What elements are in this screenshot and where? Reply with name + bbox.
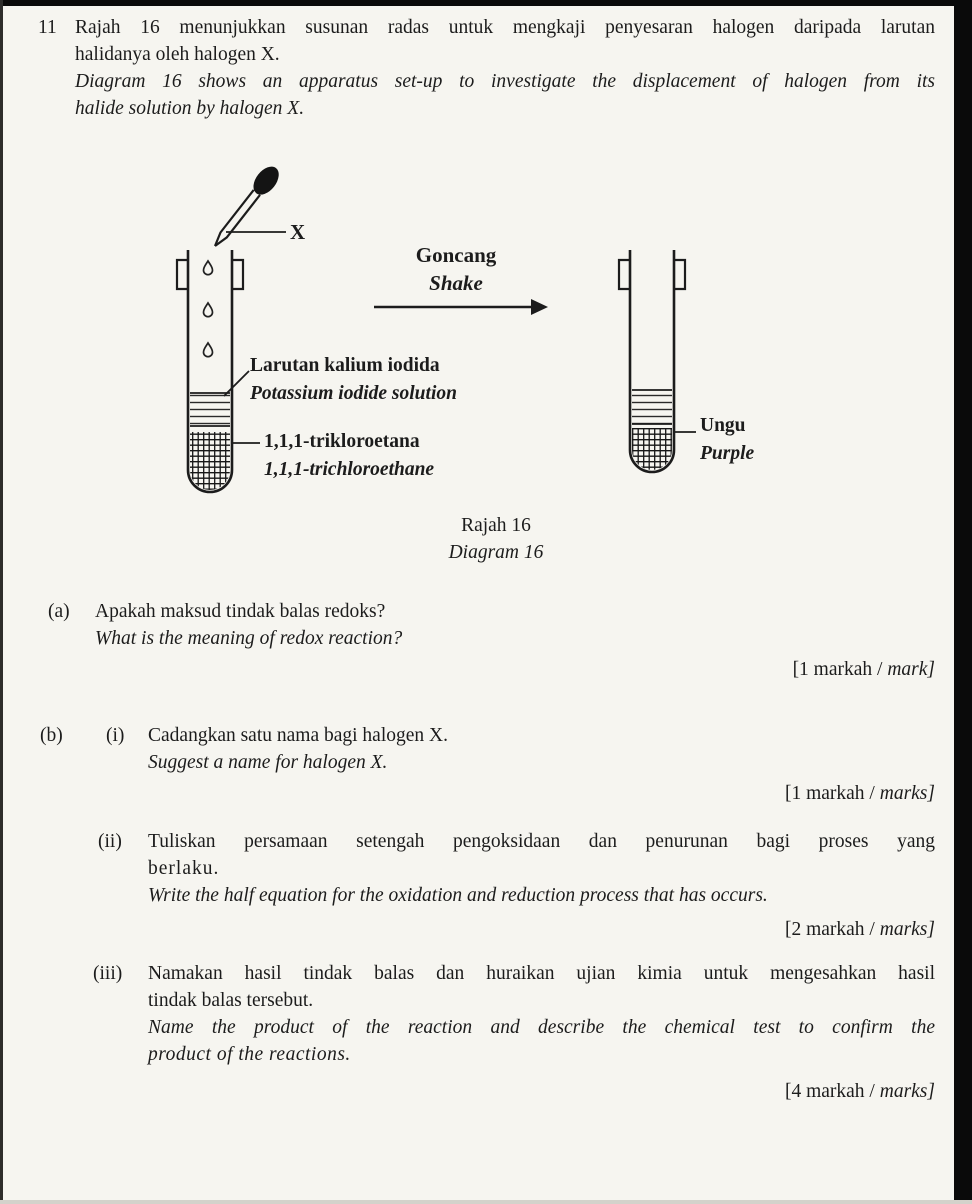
purple-label-en: Purple bbox=[700, 443, 755, 464]
question-a bbox=[48, 598, 885, 652]
question-b-ii-ms-line1: Tuliskan persamaan setengah pengoksidaan dan penurunan bagi proses yang bbox=[148, 831, 935, 852]
stem-en-line2: halide solution by halogen X. bbox=[75, 98, 305, 119]
scan-edge-top bbox=[0, 0, 972, 6]
question-a-ms: Apakah maksud tindak balas redoks? bbox=[95, 601, 386, 622]
question-stem bbox=[38, 14, 938, 122]
marks-b-iii-prefix: [4 markah / bbox=[784, 1081, 880, 1102]
stem-en-line1: Diagram 16 shows an apparatus set-up to investigate the displacement of halogen from its bbox=[75, 71, 935, 92]
solution-label-ms: Larutan kalium iodida bbox=[250, 355, 440, 376]
question-b-iii-label: (iii) bbox=[93, 963, 123, 984]
shake-arrow bbox=[374, 299, 548, 315]
question-a-label: (a) bbox=[48, 601, 70, 622]
question-b-ii-marks bbox=[785, 916, 935, 943]
solution-label bbox=[250, 352, 457, 408]
marks-a-italic: mark] bbox=[887, 659, 935, 680]
solvent-label-en: 1,1,1-trichloroethane bbox=[264, 459, 435, 480]
diagram-caption bbox=[356, 512, 636, 566]
purple-layer-right bbox=[628, 428, 676, 474]
question-b-ii-en: Write the half equation for the oxidation and reduction process that has occurs. bbox=[148, 885, 768, 906]
scan-edge-right bbox=[954, 0, 972, 1204]
question-b-iii-en-line2: product of the reactions. bbox=[148, 1044, 351, 1065]
diagram-caption-en: Diagram 16 bbox=[448, 542, 544, 563]
marks-b-iii-italic: marks] bbox=[879, 1081, 935, 1102]
question-b-iii bbox=[93, 960, 935, 1068]
question-b-i bbox=[40, 722, 928, 776]
question-b-iii-marks bbox=[785, 1078, 935, 1105]
shake-label-en: Shake bbox=[429, 271, 483, 295]
question-b-ii-label: (ii) bbox=[98, 831, 122, 852]
question-b-i-ms: Cadangkan satu nama bagi halogen X. bbox=[148, 725, 448, 746]
solvent-label bbox=[264, 428, 434, 484]
marks-b-i-prefix: [1 markah / bbox=[784, 783, 880, 804]
solution-layer-right bbox=[628, 390, 676, 424]
question-b-iii-ms-line2: tindak balas tersebut. bbox=[148, 990, 314, 1011]
question-b-i-label: (i) bbox=[106, 725, 125, 746]
scan-edge-left bbox=[0, 0, 3, 1204]
test-tube-right bbox=[619, 250, 685, 474]
test-tube-left bbox=[177, 250, 243, 494]
question-b-iii-ms-line1: Namakan hasil tindak balas dan huraikan ujian kimia untuk mengesahkan hasil bbox=[148, 963, 935, 984]
question-b-iii-en-line1: Name the product of the reaction and describe the chemical test to confirm the bbox=[148, 1017, 935, 1038]
purple-label bbox=[700, 412, 754, 468]
marks-a-prefix: [1 markah / bbox=[792, 659, 888, 680]
apparatus-diagram bbox=[36, 140, 936, 570]
shake-label bbox=[376, 241, 536, 297]
iodide-solution-layer bbox=[186, 393, 234, 426]
solution-label-en: Potassium iodide solution bbox=[250, 383, 457, 404]
marks-b-ii-italic: marks] bbox=[879, 919, 935, 940]
purple-label-ms: Ungu bbox=[700, 415, 746, 436]
droplet-icons bbox=[204, 261, 213, 357]
question-a-marks bbox=[793, 656, 935, 683]
question-number: 11 bbox=[38, 17, 57, 38]
stem-ms-line2: halidanya oleh halogen X. bbox=[75, 44, 280, 65]
stem-ms-line1: Rajah 16 menunjukkan susunan radas untuk mengkaji penyesaran halogen daripada larutan bbox=[75, 17, 935, 38]
scan-edge-bottom bbox=[0, 1200, 972, 1204]
dropper bbox=[207, 162, 284, 252]
marks-b-ii-prefix: [2 markah / bbox=[784, 919, 880, 940]
solution-pointer-line bbox=[224, 371, 249, 396]
question-b-ii-ms-line2: berlaku. bbox=[148, 858, 220, 879]
diagram-caption-ms: Rajah 16 bbox=[461, 515, 531, 536]
question-a-en: What is the meaning of redox reaction? bbox=[95, 628, 403, 649]
question-b-i-en: Suggest a name for halogen X. bbox=[148, 752, 388, 773]
dropper-bulb bbox=[248, 162, 283, 200]
question-b-i-marks bbox=[785, 780, 935, 807]
question-b-ii bbox=[98, 828, 935, 909]
shake-label-ms: Goncang bbox=[415, 243, 497, 267]
solvent-label-ms: 1,1,1-trikloroetana bbox=[264, 431, 420, 452]
apparatus-drawing bbox=[36, 140, 936, 570]
marks-b-i-italic: marks] bbox=[879, 783, 935, 804]
x-label: X bbox=[290, 220, 306, 244]
question-b-label: (b) bbox=[40, 725, 63, 746]
